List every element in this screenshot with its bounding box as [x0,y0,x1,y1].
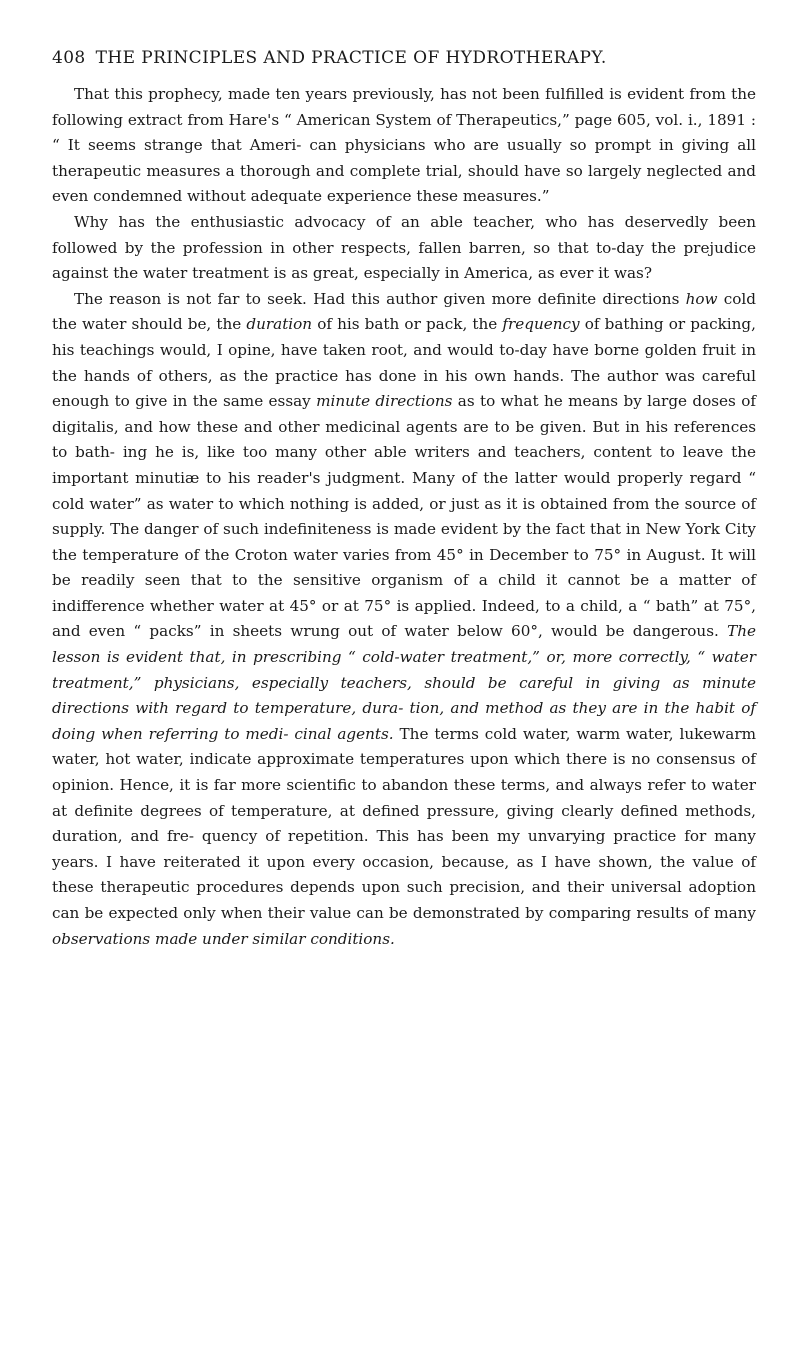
paragraph-why-barren: Why has the enthusiastic advocacy of an able teacher, who has deservedly been followed by the profession in other respects, fallen barren, so that to-day the prejudice against the water treatment is as great, especially in America, as ever it was? [52,212,756,283]
book-page [52,48,756,952]
page-number: 408 [52,48,86,68]
body-text [52,82,756,952]
running-title: THE PRINCIPLES AND PRACTICE OF HYDROTHERAPY. [95,48,607,68]
paragraph-reason: The reason is not far to seek. Had this author given more definite directions how cold the water should be, the duration of his bath or pack, the frequency of bathing or packing, his teachings would, I opine, have taken root, and would to-day have borne golden fruit in the hands of others, as the practice has done in his own hands. The author was careful enough to give in the same essay minute directions as to what he means by large doses of digitalis, and how these and other medicinal agents are to be given. But in his references to bath- ing he is, like too many other able writers and teachers, content to leave the important minutiæ to his reader's judgment. Many of the latter would properly regard “ cold water” as water to which nothing is added, or just as it is obtained from the source of supply. The danger of such indefiniteness is made evident by the fact that in New York City the temperature of the Croton water varies from 45° in December to 75° in August. It will be readily seen that to the sensitive organism of a child it cannot be a matter of indifference whether water at 45° or at 75° is applied. Indeed, to a child, a “ bath” at 75°, and even “ packs” in sheets wrung out of water below 60°, would be dangerous. The lesson is evident that, in prescribing “ cold-water treatment,” or, more correctly, “ water treatment,” physicians, especially teachers, should be careful in giving as minute directions with regard to temperature, dura- tion, and method as they are in the habit of doing when referring to medi- cinal agents. The terms cold water, warm water, lukewarm water, hot water, indicate approximate temperatures upon which there is no consensus of opinion. Hence, it is far more scientific to abandon these terms, and always refer to water at definite degrees of temperature, at defined pressure, giving clearly defined methods, duration, and fre- quency of repetition. This has been my unvarying practice for many years. I have reiterated it upon every occasion, because, as I have shown, the value of these therapeutic procedures depends upon such precision, and their universal adoption can be expected only when their value can be demonstrated by comparing results of many observations made under similar conditions. [52,289,757,948]
italic-observations: observations made under similar conditions. [52,929,395,948]
italic-lesson: The lesson is evident that, in prescribing “ cold-water treatment,” or, more correctly, “ water treatment,” physicians, especially teachers, should be careful in giving as minute directions with regard to temperature, dura- tion, and method as they are in the habit of doing when referring to medi- cinal agents. [52,622,756,743]
paragraph-hare-extract: That this prophecy, made ten years previously, has not been fulfilled is evident from the following extract from Hare's “ American System of Therapeutics,” page 605, vol. i., 1891 : “ It seems strange that Ameri- can physicians who are usually so prompt in giving all therapeutic measures a thorough and complete trial, should have so largely neglected and even condemned without adequate experience these measures.” [52,85,756,206]
running-header [52,48,756,68]
